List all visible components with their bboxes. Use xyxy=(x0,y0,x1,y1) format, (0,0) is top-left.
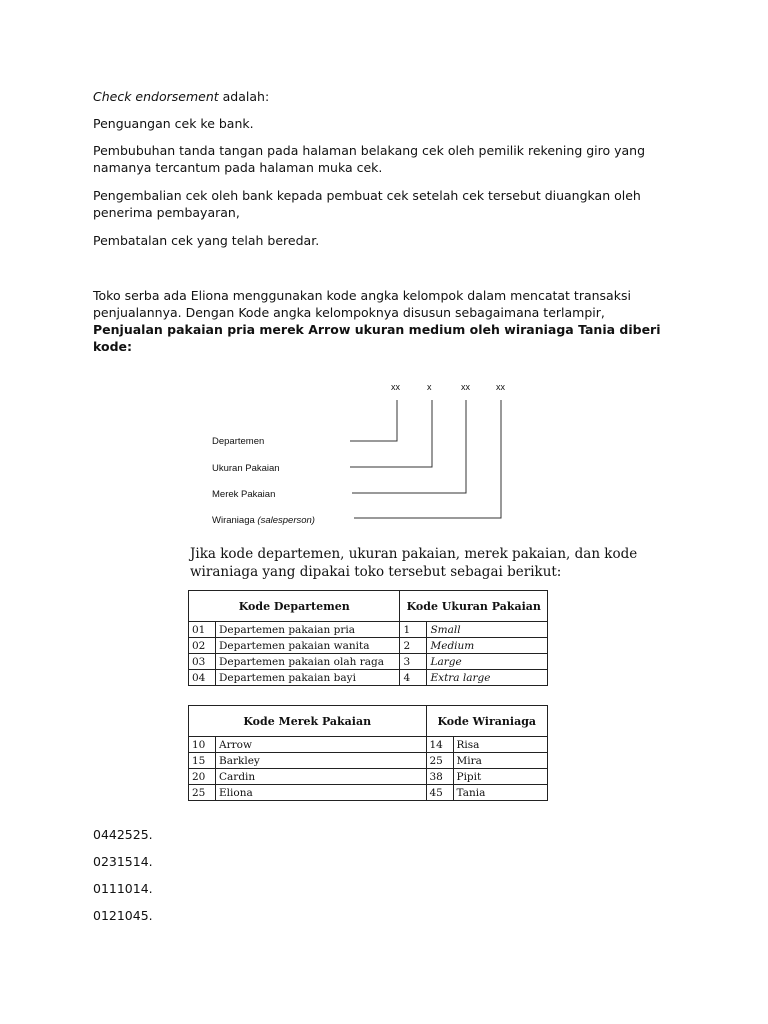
header-departemen: Kode Departemen xyxy=(189,591,400,622)
cell: 01 xyxy=(189,622,216,638)
header-wiraniaga: Kode Wiraniaga xyxy=(426,706,548,737)
cell: Departemen pakaian pria xyxy=(216,622,400,638)
cell: 04 xyxy=(189,670,216,686)
cell: Pipit xyxy=(453,769,548,785)
code-part-2: x xyxy=(427,382,432,392)
code-part-1: xx xyxy=(391,382,400,392)
cell: 1 xyxy=(400,622,427,638)
header-merek: Kode Merek Pakaian xyxy=(189,706,427,737)
q1-option-b[interactable]: Pembubuhan tanda tangan pada halaman belakang cek oleh pemilik rekening giro yang namanya tercantum pada halaman muka cek. xyxy=(93,143,646,175)
cell: 45 xyxy=(426,785,453,801)
q2-option-a[interactable]: 0442525. xyxy=(93,827,153,842)
table-row xyxy=(189,670,548,686)
table-row xyxy=(189,785,548,801)
label-salesperson: (salesperson) xyxy=(257,515,315,526)
cell: 38 xyxy=(426,769,453,785)
table-row xyxy=(189,737,548,753)
q2-text: Toko serba ada Eliona menggunakan kode angka kelompok dalam mencatat transaksi penjualannya. Dengan Kode angka kelompoknya disusun sebagaimana terlampir, xyxy=(93,288,631,320)
table-row xyxy=(189,753,548,769)
cell: Extra large xyxy=(427,670,548,686)
cell: Barkley xyxy=(216,753,427,769)
cell: 14 xyxy=(426,737,453,753)
header-ukuran: Kode Ukuran Pakaian xyxy=(400,591,548,622)
label-wiraniaga xyxy=(212,515,315,526)
cell: 20 xyxy=(189,769,216,785)
cell: Medium xyxy=(427,638,548,654)
cell: 10 xyxy=(189,737,216,753)
cell: 2 xyxy=(400,638,427,654)
q2-text-bold: Penjualan pakaian pria merek Arrow ukuran medium oleh wiraniaga Tania diberi kode: xyxy=(93,322,661,354)
label-wiraniaga-text: Wiraniaga xyxy=(212,515,255,526)
code-part-3: xx xyxy=(461,382,470,392)
cell: Eliona xyxy=(216,785,427,801)
code-part-4: xx xyxy=(496,382,505,392)
table-row xyxy=(189,654,548,670)
cell: Departemen pakaian bayi xyxy=(216,670,400,686)
intro-text: Jika kode departemen, ukuran pakaian, merek pakaian, dan kode wiraniaga yang dipakai toko tersebut sebagai berikut: xyxy=(190,546,638,580)
q2-option-d[interactable]: 0121045. xyxy=(93,908,153,923)
cell: Tania xyxy=(453,785,548,801)
table-departemen-ukuran xyxy=(188,590,548,686)
label-departemen: Departemen xyxy=(212,436,265,447)
cell: Large xyxy=(427,654,548,670)
prompt-term: Check endorsement xyxy=(93,89,219,104)
cell: 4 xyxy=(400,670,427,686)
label-merek: Merek Pakaian xyxy=(212,489,276,500)
cell: Departemen pakaian olah raga xyxy=(216,654,400,670)
cell: Risa xyxy=(453,737,548,753)
q1-option-d[interactable]: Pembatalan cek yang telah beredar. xyxy=(93,233,320,248)
cell: 25 xyxy=(426,753,453,769)
cell: 02 xyxy=(189,638,216,654)
table-row xyxy=(189,769,548,785)
q1-option-c[interactable]: Pengembalian cek oleh bank kepada pembuat cek setelah cek tersebut diuangkan oleh penerima pembayaran, xyxy=(93,188,641,220)
label-ukuran: Ukuran Pakaian xyxy=(212,463,280,474)
q2-option-c[interactable]: 0111014. xyxy=(93,881,153,896)
cell: Arrow xyxy=(216,737,427,753)
table-merek-wiraniaga xyxy=(188,705,548,801)
cell: 03 xyxy=(189,654,216,670)
cell: Departemen pakaian wanita xyxy=(216,638,400,654)
table-row xyxy=(189,622,548,638)
cell: Cardin xyxy=(216,769,427,785)
cell: Small xyxy=(427,622,548,638)
cell: 3 xyxy=(400,654,427,670)
q1-option-a[interactable]: Penguangan cek ke bank. xyxy=(93,116,254,131)
cell: 25 xyxy=(189,785,216,801)
cell: Mira xyxy=(453,753,548,769)
q2-option-b[interactable]: 0231514. xyxy=(93,854,153,869)
prompt-rest: adalah: xyxy=(218,89,270,104)
cell: 15 xyxy=(189,753,216,769)
table-row xyxy=(189,638,548,654)
